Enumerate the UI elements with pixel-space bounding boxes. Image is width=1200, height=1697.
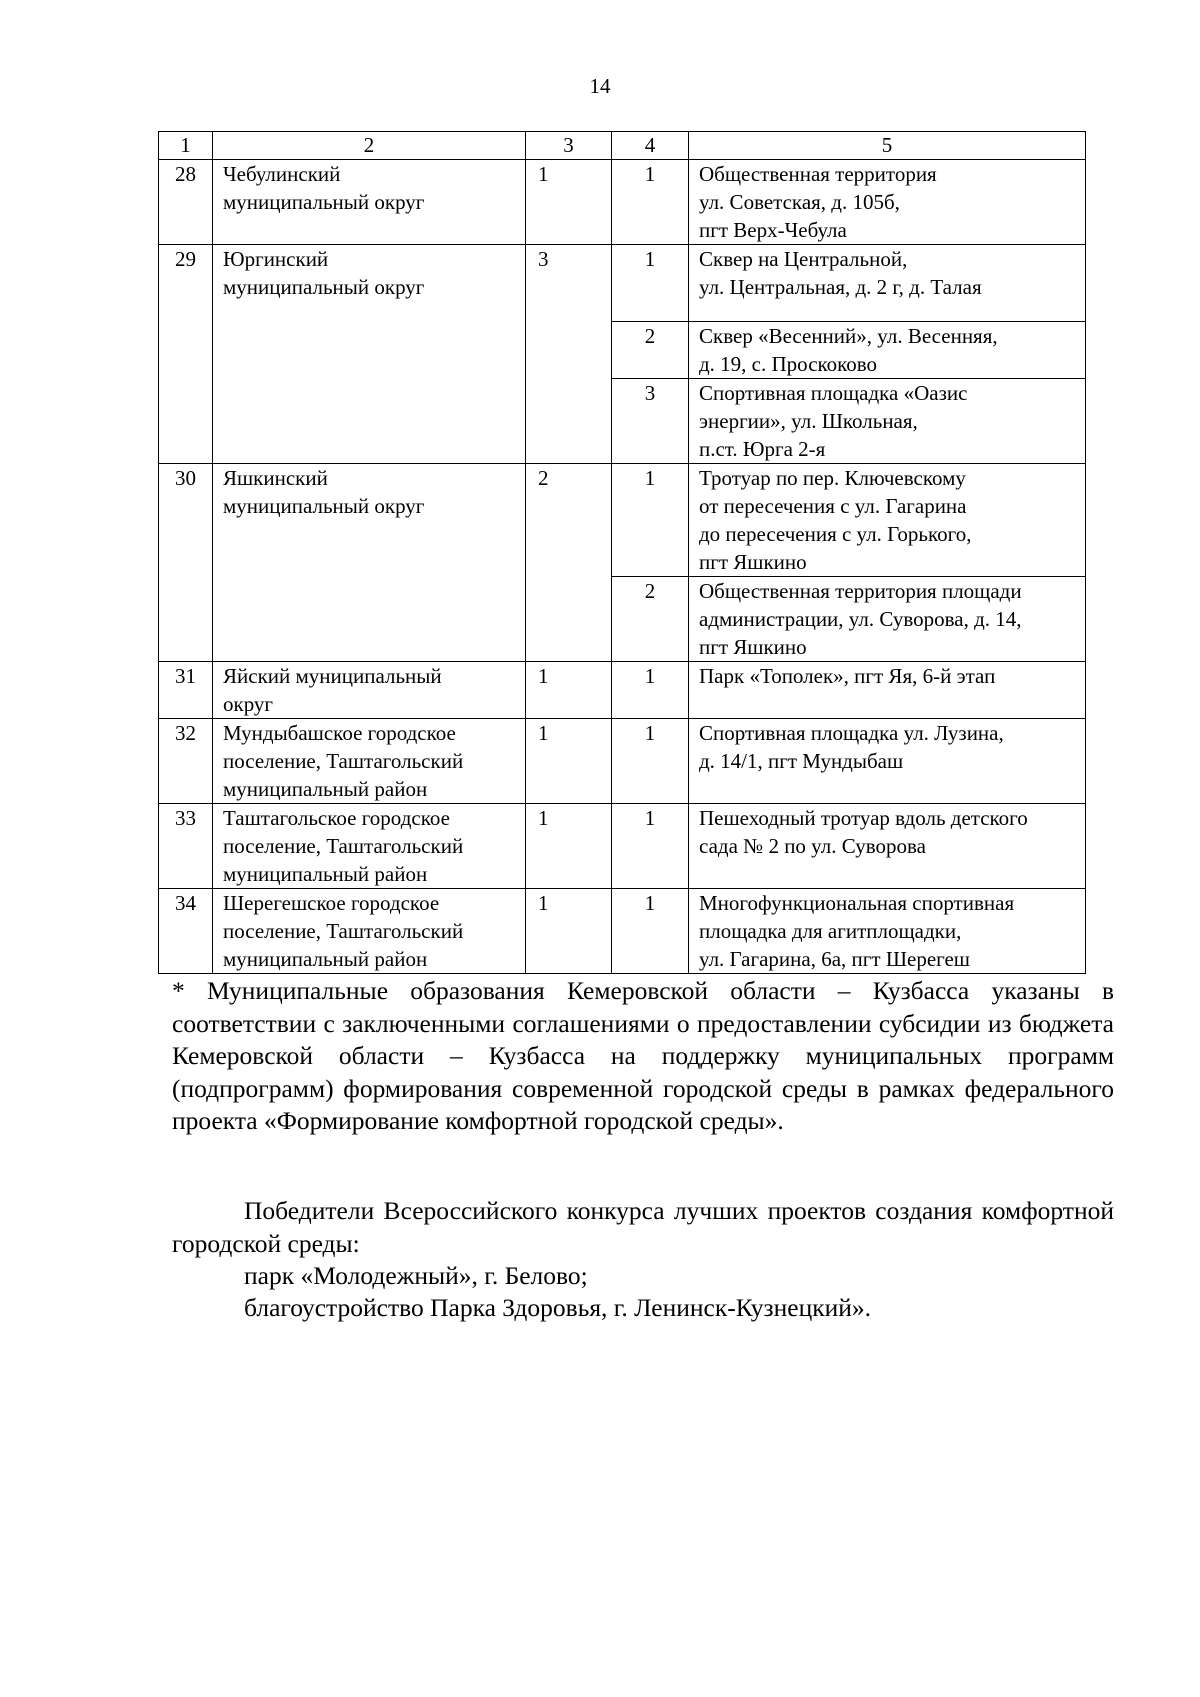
territory-cell-line: Тротуар по пер. Ключевскому — [699, 466, 966, 490]
municipality-cell-line: муниципальный округ — [223, 190, 425, 214]
object-count-cell: 2 — [526, 464, 612, 662]
municipality-cell-line: Таштагольское городское — [223, 806, 450, 830]
object-count-cell: 1 — [526, 889, 612, 974]
territory-cell-line: ул. Гагарина, 6а, пгт Шерегеш — [699, 947, 970, 971]
object-count-cell: 1 — [526, 662, 612, 719]
item-number-cell: 1 — [612, 662, 689, 719]
territory-cell — [689, 662, 1086, 719]
territory-cell — [689, 464, 1086, 577]
projects-table — [158, 131, 1086, 974]
municipality-cell-line: муниципальный округ — [223, 494, 425, 518]
territory-cell-line: Спортивная площадка ул. Лузина, — [699, 721, 1004, 745]
object-count-cell: 1 — [526, 160, 612, 245]
territory-cell-line: д. 14/1, пгт Мундыбаш — [699, 749, 904, 773]
item-number-cell: 1 — [612, 245, 689, 322]
table-row — [159, 464, 1086, 577]
municipality-cell-line: муниципальный район — [223, 862, 428, 886]
municipality-cell-line: Шерегешское городское — [223, 891, 440, 915]
row-number-cell: 33 — [159, 804, 213, 889]
item-number-cell: 2 — [612, 577, 689, 662]
table-row — [159, 719, 1086, 804]
municipality-cell-line: Чебулинский — [223, 162, 341, 186]
territory-cell-line: пгт Верх-Чебула — [699, 218, 847, 242]
winners-intro: Победители Всероссийского конкурса лучших проектов создания комфортной городской среды: — [172, 1196, 1114, 1258]
row-number-cell: 30 — [159, 464, 213, 662]
winner-item: парк «Молодежный», г. Белово; — [244, 1261, 588, 1290]
territory-cell — [689, 379, 1086, 464]
territory-cell-line: от пересечения с ул. Гагарина — [699, 494, 967, 518]
page-number: 14 — [589, 74, 611, 98]
territory-cell-line: администрации, ул. Суворова, д. 14, — [699, 607, 1022, 631]
row-number-cell: 34 — [159, 889, 213, 974]
header-cell: 5 — [689, 132, 1086, 160]
territory-cell-line: площадка для агитплощадки, — [699, 919, 962, 943]
territory-cell-line: Общественная территория площади — [699, 579, 1022, 603]
municipality-cell — [213, 804, 526, 889]
municipality-cell — [213, 889, 526, 974]
object-count-cell: 3 — [526, 245, 612, 464]
territory-cell-line: пгт Яшкино — [699, 635, 807, 659]
winner-item: благоустройство Парка Здоровья, г. Ленинск-Кузнецкий». — [244, 1293, 872, 1322]
object-count-cell: 1 — [526, 804, 612, 889]
item-number-cell: 1 — [612, 464, 689, 577]
table-header-row — [159, 132, 1086, 160]
row-number-cell: 32 — [159, 719, 213, 804]
header-cell: 1 — [159, 132, 213, 160]
object-count-cell: 1 — [526, 719, 612, 804]
territory-cell-line: ул. Советская, д. 105б, — [699, 190, 900, 214]
territory-cell-line: энергии», ул. Школьная, — [699, 409, 918, 433]
municipality-cell — [213, 245, 526, 464]
territory-cell-line: Сквер «Весенний», ул. Весенняя, — [699, 324, 998, 348]
municipality-cell — [213, 719, 526, 804]
table-row — [159, 245, 1086, 322]
territory-cell — [689, 719, 1086, 804]
municipality-cell-line: поселение, Таштагольский — [223, 919, 464, 943]
municipality-cell-line: Яйский муниципальный — [223, 664, 442, 688]
municipality-cell-line: муниципальный район — [223, 947, 428, 971]
municipality-cell-line: Яшкинский — [223, 466, 328, 490]
territory-cell-line: до пересечения с ул. Горького, — [699, 522, 972, 546]
municipality-cell — [213, 464, 526, 662]
table-row — [159, 889, 1086, 974]
territory-cell-line: пгт Яшкино — [699, 550, 807, 574]
territory-cell-line: п.ст. Юрга 2-я — [699, 437, 826, 461]
item-number-cell: 1 — [612, 889, 689, 974]
municipality-cell — [213, 160, 526, 245]
item-number-cell: 1 — [612, 804, 689, 889]
municipality-cell-line: округ — [223, 692, 274, 716]
territory-cell-line: Сквер на Центральной, — [699, 247, 908, 271]
territory-cell-line: Многофункциональная спортивная — [699, 891, 1015, 915]
territory-cell-line: Парк «Тополек», пгт Яя, 6-й этап — [699, 664, 996, 688]
municipality-cell-line: поселение, Таштагольский — [223, 834, 464, 858]
footnote: * Муниципальные образования Кемеровской области – Кузбасса указаны в соответствии с заключенными соглашениями о предоставлении субсидии из бюджета Кемеровской области – Кузбасса на поддержку муниципальных программ (подпрограмм) формирования современной городской среды в рамках федерального проекта «Формирование комфортной городской среды». — [172, 976, 1114, 1135]
territory-cell — [689, 160, 1086, 245]
municipality-cell-line: поселение, Таштагольский — [223, 749, 464, 773]
municipality-cell-line: муниципальный округ — [223, 275, 425, 299]
header-cell: 4 — [612, 132, 689, 160]
municipality-cell — [213, 662, 526, 719]
header-cell: 2 — [213, 132, 526, 160]
municipality-cell-line: Мундыбашское городское — [223, 721, 456, 745]
item-number-cell: 3 — [612, 379, 689, 464]
item-number-cell: 1 — [612, 160, 689, 245]
territory-cell-line: Спортивная площадка «Оазис — [699, 381, 968, 405]
municipality-cell-line: Юргинский — [223, 247, 329, 271]
table-row — [159, 804, 1086, 889]
item-number-cell: 2 — [612, 322, 689, 379]
territory-cell — [689, 245, 1086, 322]
territory-cell — [689, 322, 1086, 379]
territory-cell-line: сада № 2 по ул. Суворова — [699, 834, 926, 858]
row-number-cell: 28 — [159, 160, 213, 245]
territory-cell — [689, 889, 1086, 974]
territory-cell — [689, 577, 1086, 662]
item-number-cell: 1 — [612, 719, 689, 804]
table-row — [159, 160, 1086, 245]
row-number-cell: 31 — [159, 662, 213, 719]
territory-cell-line: д. 19, с. Проскоково — [699, 352, 878, 376]
municipality-cell-line: муниципальный район — [223, 777, 428, 801]
row-number-cell: 29 — [159, 245, 213, 464]
territory-cell-line: Пешеходный тротуар вдоль детского — [699, 806, 1028, 830]
header-cell: 3 — [526, 132, 612, 160]
territory-cell-line: ул. Центральная, д. 2 г, д. Талая — [699, 275, 982, 299]
table-row — [159, 662, 1086, 719]
territory-cell-line: Общественная территория — [699, 162, 937, 186]
territory-cell — [689, 804, 1086, 889]
